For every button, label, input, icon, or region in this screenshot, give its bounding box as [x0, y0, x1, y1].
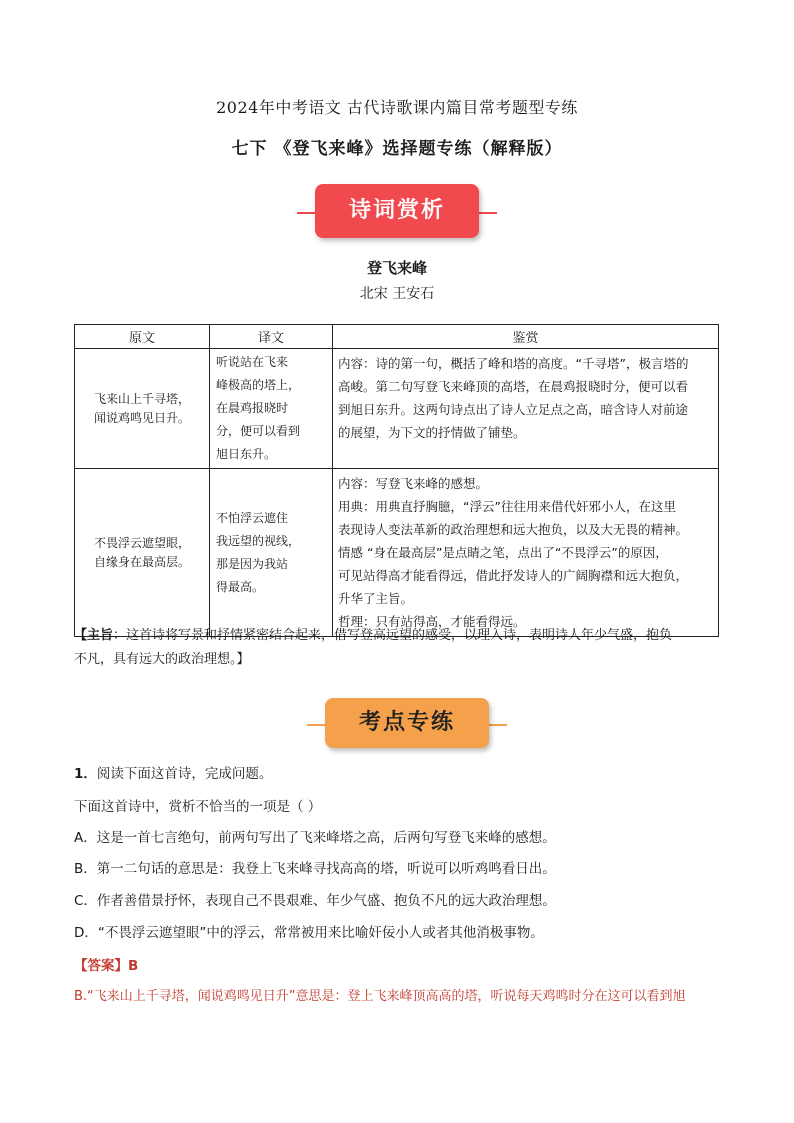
translation-line: 在晨鸡报晓时: [216, 401, 289, 415]
translation-line: 旭日东升。: [216, 447, 277, 461]
appreciation-banner-label: 诗词赏析: [315, 184, 479, 238]
appreciation-cell: [333, 349, 719, 469]
translation-line: 得最高。: [216, 579, 265, 594]
question-intro: [74, 764, 734, 784]
appreciation-banner: [297, 184, 497, 244]
appreciation-line: 内容：写登飞来峰的感想。: [338, 476, 489, 491]
appreciation-line: 升华了主旨。: [338, 591, 414, 606]
translation-line: 我远望的视线，: [216, 533, 301, 548]
header-appreciation: 鉴赏: [333, 325, 719, 349]
original-line: 自缘身在最高层。: [93, 554, 190, 569]
original-cell: [75, 469, 210, 637]
header-original: 原文: [75, 325, 210, 349]
answer-tag: 【答案】B: [74, 958, 139, 974]
practice-banner: [307, 698, 507, 758]
poem-table: [74, 324, 719, 637]
original-line: 飞来山上千寻塔，: [93, 391, 190, 406]
translation-line: 那是因为我站: [216, 556, 289, 571]
appreciation-line: 哲理：只有站得高，才能看得远。: [338, 614, 526, 629]
table-header-row: [75, 325, 719, 349]
appreciation-line: 可见站得高才能看得远，借此抒发诗人的广阔胸襟和远大抱负，: [338, 568, 689, 583]
appreciation-line: 用典：用典直抒胸臆，“浮云”往往用来借代奸邪小人，在这里: [338, 499, 676, 514]
option-d: D．“不畏浮云遮望眼”中的浮云，常常被用来比喻奸佞小人或者其他消极事物。: [74, 925, 544, 941]
option-b: B．第一二句话的意思是：我登上飞来峰寻找高高的塔，听说可以听鸡鸣看日出。: [74, 861, 556, 877]
document-subtitle: 七下 《登飞来峰》选择题专练（解释版）: [231, 139, 563, 159]
translation-line: 分，便可以看到: [216, 424, 301, 438]
header-translation: 译文: [210, 325, 333, 349]
original-line: 闻说鸡鸣见日升。: [93, 410, 190, 425]
answer-explanation: B.“飞来山上千寻塔，闻说鸡鸣见日升”意思是：登上飞来峰顶高高的塔，听说每天鸡鸣时分在这可以看到旭: [74, 989, 686, 1004]
translation-cell: [210, 349, 333, 469]
question-stem: 下面这首诗中，赏析不恰当的一项是（ ）: [74, 799, 322, 815]
original-cell: [75, 349, 210, 469]
question-intro-text: 阅读下面这首诗，完成问题。: [96, 766, 273, 782]
translation-line: 不怕浮云遮住: [216, 510, 289, 525]
appreciation-cell: [333, 469, 719, 637]
theme-tag: 【主旨: [74, 628, 114, 643]
table-row: [75, 469, 719, 637]
table-row: [75, 349, 719, 469]
question-number: 1．: [74, 766, 97, 782]
original-line: 不畏浮云遮望眼，: [93, 535, 190, 550]
practice-banner-label: 考点专练: [325, 698, 489, 748]
poem-title: 登飞来峰: [366, 259, 427, 277]
appreciation-line: 内容：诗的第一句，概括了峰和塔的高度。“千寻塔”，极言塔的: [338, 356, 689, 371]
appreciation-line: 到旭日东升。这两句诗点出了诗人立足点之高，暗含诗人对前途: [338, 402, 689, 417]
theme-summary: [74, 624, 724, 672]
option-a: A．这是一首七言绝句，前两句写出了飞来峰塔之高，后两句写登飞来峰的感想。: [74, 830, 556, 846]
translation-line: 峰极高的塔上，: [216, 378, 301, 392]
option-c: C．作者善借景抒怀，表现自己不畏艰难、年少气盛、抱负不凡的远大政治理想。: [74, 893, 556, 909]
theme-text: 不凡，具有远大的政治理想。】: [74, 652, 250, 667]
appreciation-line: 的展望，为下文的抒情做了铺垫。: [338, 425, 526, 440]
appreciation-line: 情感 “身在最高层”是点睛之笔，点出了“不畏浮云”的原因，: [338, 545, 668, 560]
theme-line: [74, 624, 724, 648]
poem-author: 北宋 王安石: [359, 286, 435, 302]
theme-text: ：这首诗将写景和抒情紧密结合起来，借写登高远望的感受，以理入诗，表明诗人年少气盛，抱负: [113, 628, 673, 643]
appreciation-line: 高峻。第二句写登飞来峰顶的高塔，在晨鸡报晓时分，便可以看: [338, 379, 689, 394]
appreciation-line: 表现诗人变法革新的政治理想和远大抱负，以及大无畏的精神。: [338, 522, 689, 537]
translation-cell: [210, 469, 333, 637]
translation-line: 听说站在飞来: [216, 355, 289, 369]
document-title: 2024年中考语文 古代诗歌课内篇目常考题型专练: [216, 98, 578, 117]
